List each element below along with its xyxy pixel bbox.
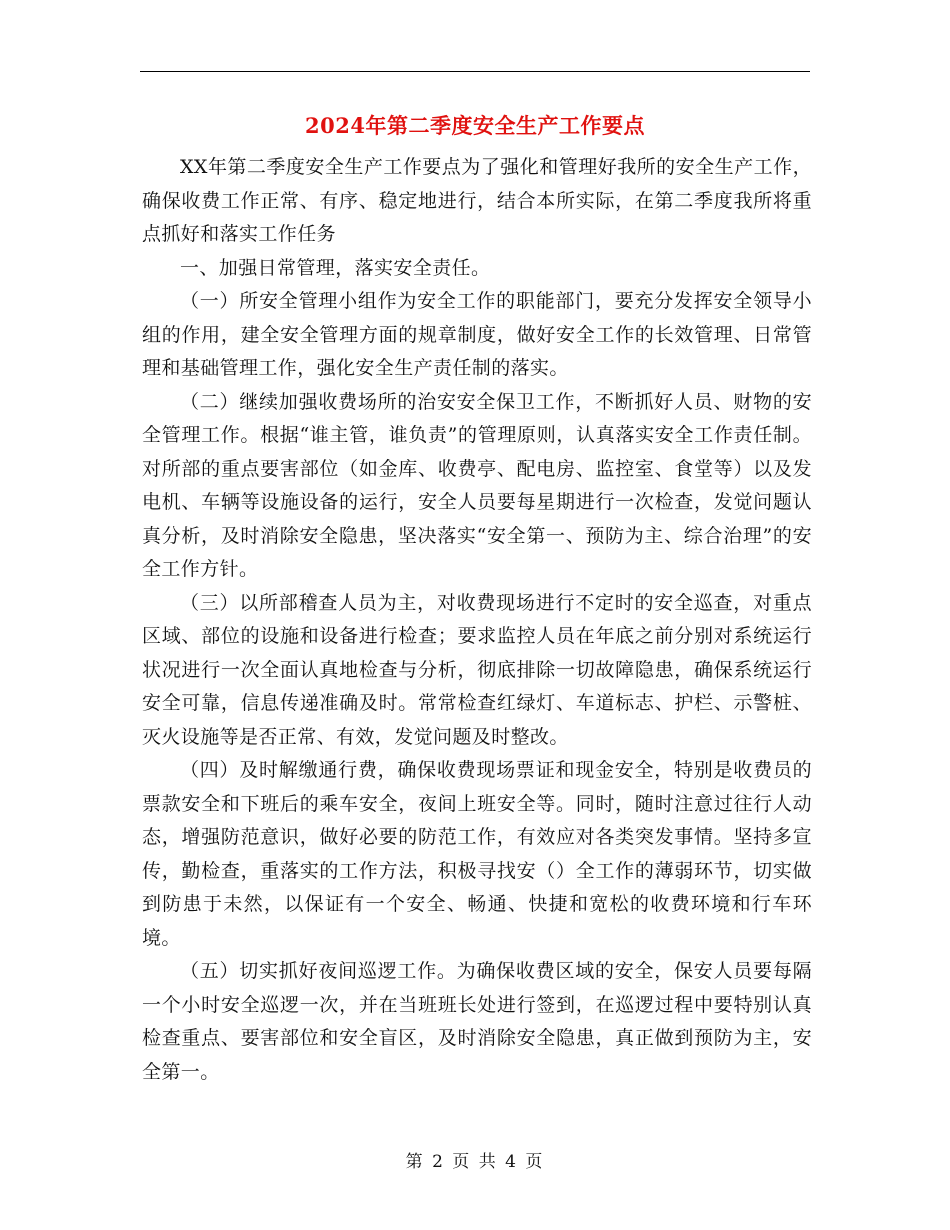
page-number-footer: 第 2 页 共 4 页	[405, 1152, 545, 1172]
paragraph-item-1: （一）所安全管理小组作为安全工作的职能部门，要充分发挥安全领导小组的作用，建全安全管理方面的规章制度，做好安全工作的长效管理、日常管理和基础管理工作，强化安全生产责任制的落实。	[142, 290, 812, 379]
paragraph-item-4: （四）及时解缴通行费，确保收费现场票证和现金安全，特别是收费员的票款安全和下班后的乘车安全，夜间上班安全等。同时，随时注意过往行人动态，增强防范意识，做好必要的防范工作，有效应对各类突发事情。坚持多宣传，勤检查，重落实的工作方法，积极寻找安（）全工作的薄弱环节，切实做到防患于未然，以保证有一个安全、畅通、快捷和宽松的收费环境和行车环境。	[142, 759, 812, 949]
paragraph-item-5: （五）切实抓好夜间巡逻工作。为确保收费区域的安全，保安人员要每隔一个小时安全巡逻一次，并在当班班长处进行签到，在巡逻过程中要特别认真检查重点、要害部位和安全盲区，及时消除安全隐患，真正做到预防为主，安全第一。	[142, 960, 812, 1083]
paragraph-intro: XX年第二季度安全生产工作要点为了强化和管理好我所的安全生产工作，确保收费工作正常、有序、稳定地进行，结合本所实际，在第二季度我所将重点抓好和落实工作任务	[142, 156, 812, 245]
paragraph-item-2: （二）继续加强收费场所的治安安全保卫工作，不断抓好人员、财物的安全管理工作。根据“谁主管，谁负责”的管理原则，认真落实安全工作责任制。对所部的重点要害部位（如金库、收费亭、配电房、监控室、食堂等）以及发电机、车辆等设施设备的运行，安全人员要每星期进行一次检查，发觉问题认真分析，及时消除安全隐患，坚决落实“安全第一、预防为主、综合治理”的安全工作方针。	[142, 390, 812, 580]
document-title: 2024年第二季度安全生产工作要点	[305, 113, 645, 138]
header-rule	[140, 71, 810, 72]
paragraph-item-3: （三）以所部稽查人员为主，对收费现场进行不定时的安全巡查，对重点区域、部位的设施和设备进行检查；要求监控人员在年底之前分别对系统运行状况进行一次全面认真地检查与分析，彻底排除一切故障隐患，确保系统运行安全可靠，信息传递准确及时。常常检查红绿灯、车道标志、护栏、示警桩、灭火设施等是否正常、有效，发觉问题及时整改。	[142, 591, 812, 748]
section-heading-1: 一、加强日常管理，落实安全责任。	[180, 256, 491, 279]
document-body	[142, 151, 812, 1089]
